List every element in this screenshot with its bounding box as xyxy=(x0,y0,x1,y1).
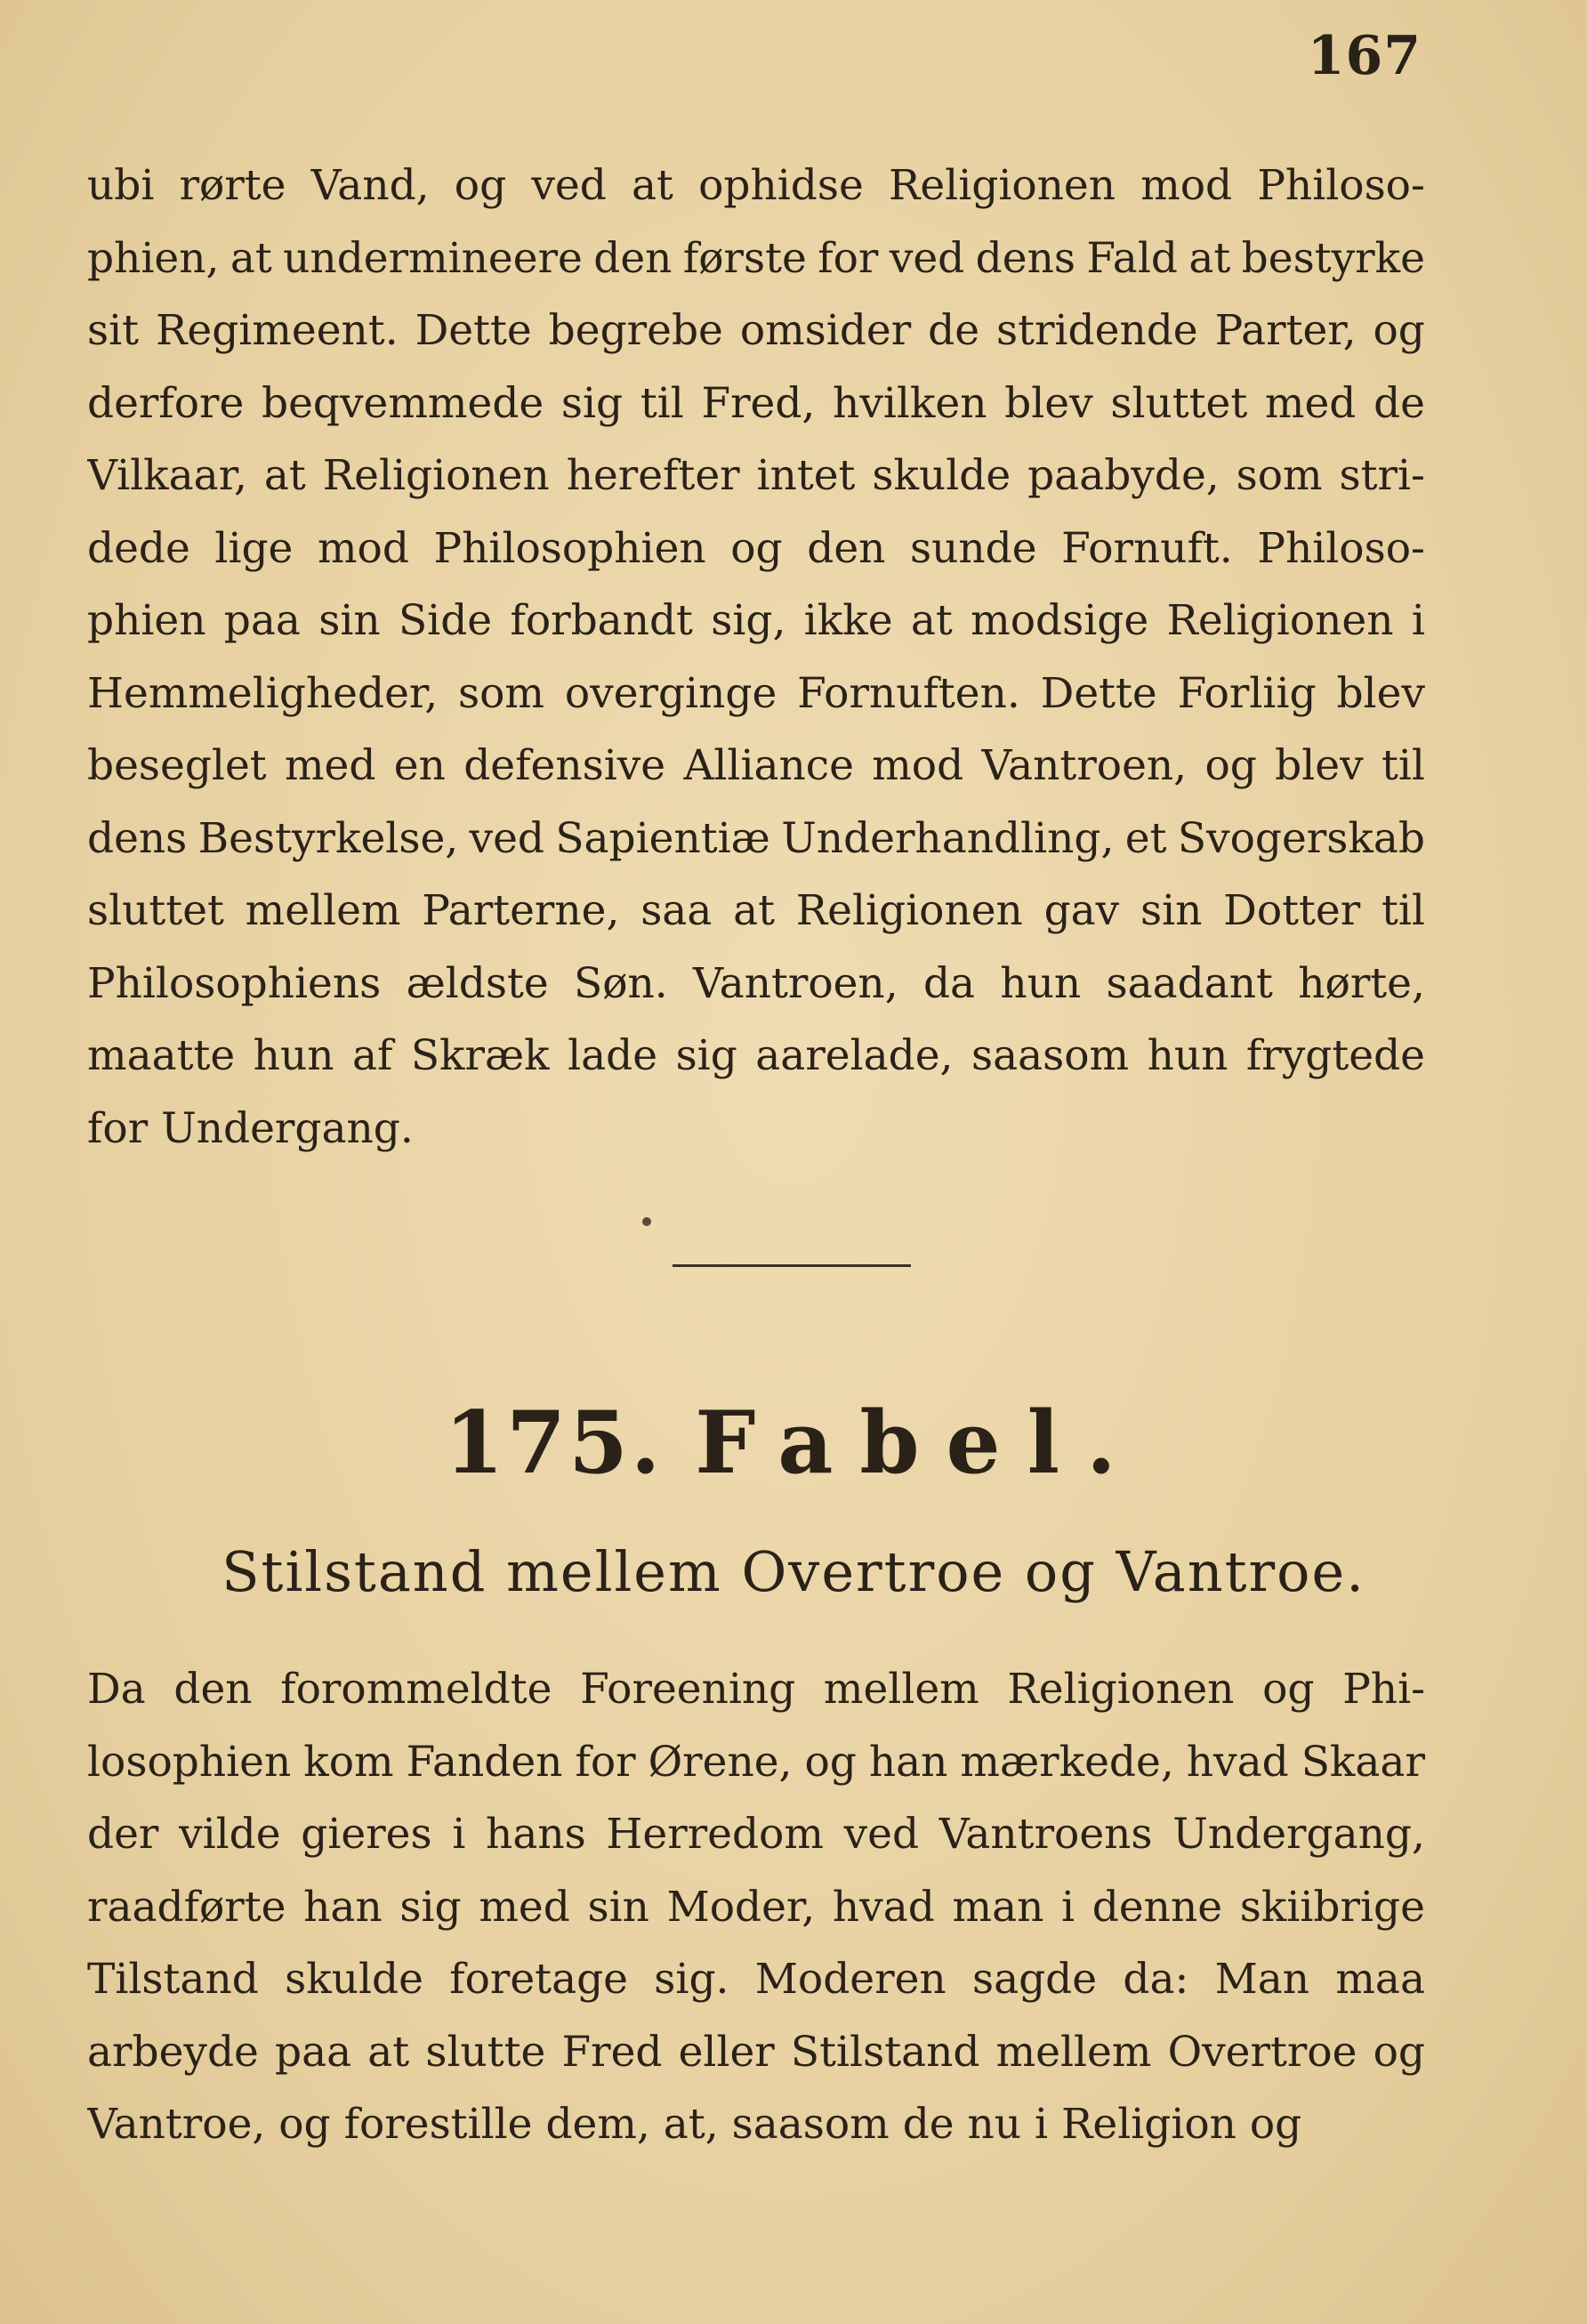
text-line: losophien kom Fanden for Ørene, og han mærkede, hvad Skaar xyxy=(87,1737,1425,1787)
text-line: Vantroe, og forestille dem, at, saasom de nu i Religion og xyxy=(87,2100,1302,2149)
fable-heading xyxy=(0,1392,1587,1493)
text-line: Da den forommeldte Foreening mellem Religionen og Phi- xyxy=(87,1665,1425,1714)
text-line: der vilde gieres i hans Herredom ved Vantroens Undergang, xyxy=(87,1810,1425,1859)
text-line: raadførte han sig med sin Moder, hvad man i denne skiibrige xyxy=(87,1882,1425,1932)
text-line: arbeyde paa at slutte Fred eller Stilstand mellem Overtroe og xyxy=(87,2027,1425,2077)
text-line: sit Regimeent. Dette begrebe omsider de stridende Parter, og xyxy=(87,306,1425,355)
text-line: Tilstand skulde foretage sig. Moderen sagde da: Man maa xyxy=(87,1955,1425,2004)
text-line: dens Bestyrkelse, ved Sapientiæ Underhandling, et Svogerskab xyxy=(87,813,1425,863)
text-line: ubi rørte Vand, og ved at ophidse Religionen mod Philoso- xyxy=(87,161,1425,210)
section-divider xyxy=(673,1264,911,1267)
fable-body-paragraph xyxy=(87,1653,1425,2161)
body-paragraph-continued xyxy=(87,149,1425,1165)
text-line: Vilkaar, at Religionen herefter intet skulde paabyde, som stri- xyxy=(87,451,1425,500)
text-line: beseglet med en defensive Alliance mod Vantroen, og blev til xyxy=(87,741,1425,790)
fable-title: Fabel. xyxy=(695,1392,1143,1493)
text-line: for Undergang. xyxy=(87,1103,414,1153)
fable-subtitle: Stilstand mellem Overtroe og Vantroe. xyxy=(222,1539,1365,1604)
ornament-dot xyxy=(642,1217,651,1226)
text-line: phien, at undermineere den første for ved dens Fald at bestyrke xyxy=(87,233,1425,283)
text-line: derfore beqvemmede sig til Fred, hvilken blev sluttet med de xyxy=(87,378,1425,428)
text-line: Philosophiens ældste Søn. Vantroen, da hun saadant hørte, xyxy=(87,958,1425,1008)
text-line: Hemmeligheder, som overginge Fornuften. Dette Forliig blev xyxy=(87,668,1425,718)
text-line: maatte hun af Skræk lade sig aarelade, saasom hun frygtede xyxy=(87,1031,1425,1080)
page-number: 167 xyxy=(1307,25,1422,87)
fable-number: 175. xyxy=(444,1392,664,1493)
text-line: phien paa sin Side forbandt sig, ikke at modsige Religionen i xyxy=(87,596,1425,645)
text-line: dede lige mod Philosophien og den sunde Fornuft. Philoso- xyxy=(87,523,1425,573)
text-line: sluttet mellem Parterne, saa at Religionen gav sin Dotter til xyxy=(87,886,1425,935)
